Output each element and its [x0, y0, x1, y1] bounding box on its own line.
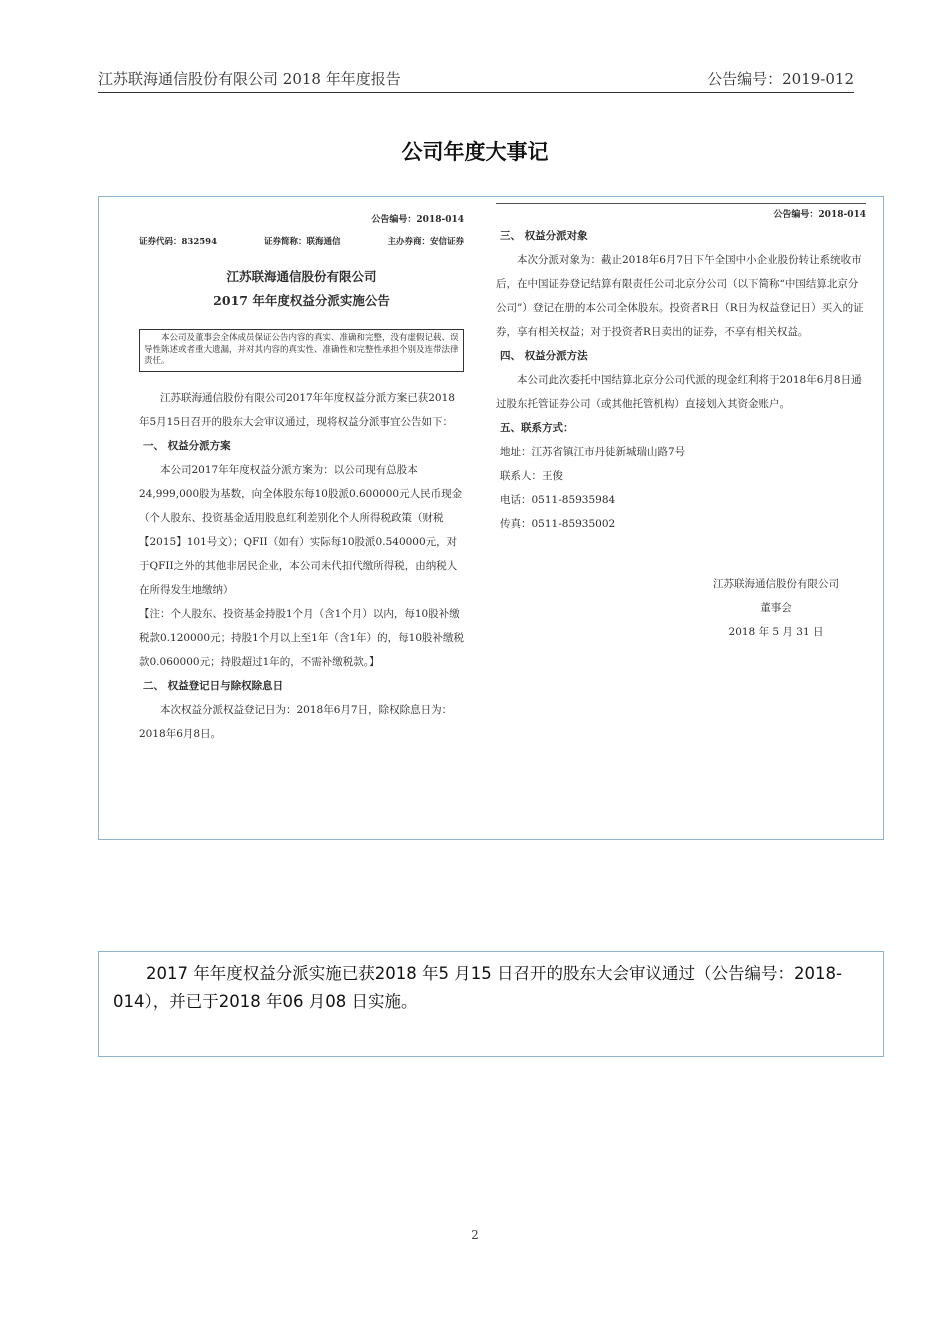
section2-body: 本次权益分派权益登记日为：2018年6月7日，除权除息日为：2018年6月8日。: [139, 703, 453, 740]
contact-phone: 电话：0511-85935984: [500, 494, 616, 506]
security-code: 证券代码：832594: [139, 237, 217, 247]
intro-paragraph: 江苏联海通信股份有限公司2017年年度权益分派方案已获2018年5月15日召开的股东大会审议通过，现将权益分派事宜公告如下：: [139, 391, 455, 428]
section5-title: 五、联系方式：: [500, 422, 574, 434]
disclaimer-box: 本公司及董事会全体成员保证公告内容的真实、准确和完整，没有虚假记载、误导性陈述或者重大遗漏，并对其内容的真实性、准确性和完整性承担个别及连带法律责任。: [139, 329, 464, 372]
right-announcement-no: 公告编号：2018-014: [773, 210, 866, 220]
scanned-announcement: [98, 196, 884, 840]
page-number: 2: [471, 1228, 479, 1242]
section4-body: 本公司此次委托中国结算北京分公司代派的现金红利将于2018年6月8日通过股东托管证券公司（或其他托管机构）直接划入其资金账户。: [496, 374, 862, 410]
left-announcement-no: 公告编号：2018-014: [371, 215, 464, 225]
summary-box: [98, 951, 884, 1057]
sign-company: 江苏联海通信股份有限公司: [713, 578, 839, 590]
doc-title-line2: 2017 年年度权益分派实施公告: [213, 293, 390, 308]
security-info-row: [139, 233, 464, 251]
section1-note: 【注：个人股东、投资基金持股1个月（含1个月）以内，每10股补缴税款0.120000元；持股1个月以上至1年（含1年）的，每10股补缴税款0.060000元；持股超过1年的，不需补缴税款。】: [139, 607, 465, 668]
right-header-rule: [496, 203, 866, 204]
contact-fax: 传真：0511-85935002: [500, 518, 616, 530]
section4-title: 四、 权益分派方法: [500, 350, 588, 362]
contact-person: 联系人：王俊: [500, 470, 563, 482]
doc-title-line1: 江苏联海通信股份有限公司: [226, 269, 377, 284]
section1-body: 本公司2017年年度权益分派方案为：以公司现有总股本24,999,000股为基数，向全体股东每10股派0.600000元人民币现金（个人股东、投资基金适用股息红利差别化个人所得税政策（财税【2015】101号文）；QFII（如有）实际每10股派0.540000元，对于QFII之外的其他非居民企业，本公司未代扣代缴所得税，由纳税人在所得发生地缴纳）: [139, 463, 463, 596]
sign-board: 董事会: [760, 602, 792, 614]
scan-page-left: [139, 211, 464, 746]
page-header: [98, 66, 854, 93]
contact-address: 地址：江苏省镇江市丹徒新城瑞山路7号: [500, 446, 686, 458]
header-report-title: 江苏联海通信股份有限公司 2018 年年度报告: [98, 70, 401, 88]
section2-title: 二、 权益登记日与除权除息日: [143, 679, 284, 692]
header-announcement-no: 公告编号：2019-012: [707, 70, 854, 88]
security-short-name: 证券简称：联海通信: [263, 237, 341, 247]
sponsor-broker: 主办券商：安信证券: [387, 237, 464, 247]
section3-title: 三、 权益分派对象: [500, 230, 588, 242]
section1-title: 一、 权益分派方案: [143, 439, 231, 452]
page-title: 公司年度大事记: [401, 140, 549, 164]
doc-title: [139, 265, 464, 313]
summary-text: 2017 年年度权益分派实施已获2018 年5 月15 日召开的股东大会审议通过（公告编号：2018-014），并已于2018 年06 月08 日实施。: [113, 964, 842, 1011]
section3-body: 本次分派对象为：截止2018年6月7日下午全国中小企业股份转让系统收市后，在中国证券登记结算有限责任公司北京分公司（以下简称“中国结算北京分公司”）登记在册的本公司全体股东。投资者R日（R日为权益登记日）买入的证券，享有相关权益；对于投资者R日卖出的证券，不享有相关权益。: [496, 254, 864, 338]
scan-page-right: [496, 203, 866, 644]
sign-date: 2018 年 5 月 31 日: [728, 626, 824, 638]
